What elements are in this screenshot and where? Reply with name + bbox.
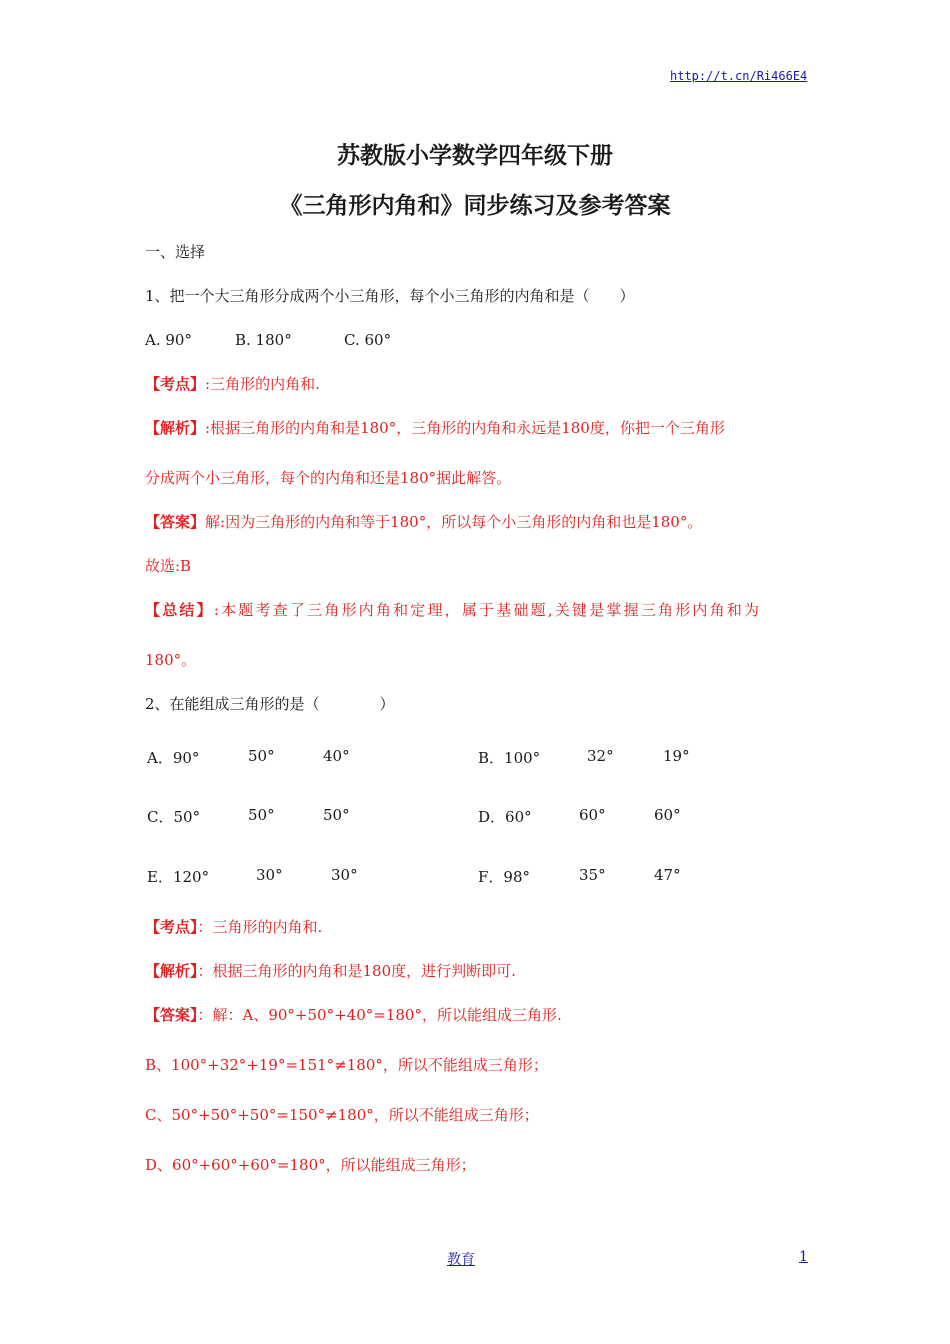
q1-zongjie-line2: 180°。: [145, 651, 197, 669]
q2-answer-c: C、50°+50°+50°=150°≠180°，所以不能组成三角形；: [145, 1106, 539, 1124]
q2-option-f: F．98°: [478, 868, 530, 886]
q2-option-a-v2: 50°: [248, 747, 275, 765]
q1-daan: [145, 512, 702, 532]
q2-option-b: B．100°: [478, 749, 541, 767]
page-title: 苏教版小学数学四年级下册: [337, 143, 613, 169]
zongjie-label: 【总结】: [145, 601, 214, 619]
q1-guxuan: 故选:B: [145, 557, 192, 575]
q2-option-e-v3: 30°: [331, 866, 358, 884]
q1-option-c: C. 60°: [344, 331, 392, 349]
kaodian-label: 【考点】: [145, 918, 198, 936]
jiexi-text: :根据三角形的内角和是180°，三角形的内角和永远是180度，你把一个三角形: [205, 419, 725, 437]
q1-option-a: A. 90°: [145, 331, 192, 349]
q2-answer-b: B、100°+32°+19°=151°≠180°，所以不能组成三角形；: [145, 1056, 548, 1074]
q2-option-f-v2: 35°: [579, 866, 606, 884]
q2-kaodian: [145, 917, 322, 937]
jiexi-label: 【解析】: [145, 962, 198, 980]
kaodian-label: 【考点】: [145, 375, 206, 393]
q2-option-a-v3: 40°: [323, 747, 350, 765]
q1-kaodian: [145, 374, 320, 394]
daan-text: 解:因为三角形的内角和等于180°，所以每个小三角形的内角和也是180°。: [205, 513, 703, 531]
q2-option-e-v2: 30°: [256, 866, 283, 884]
q2-question: 2、在能组成三角形的是（ ）: [145, 695, 395, 713]
q2-jiexi: [145, 961, 516, 981]
section-heading: 一、选择: [145, 243, 206, 261]
q2-option-d-v2: 60°: [579, 806, 606, 824]
daan-text: ：解：A、90°+50°+40°=180°，所以能组成三角形.: [197, 1006, 562, 1024]
kaodian-text: ：三角形的内角和.: [197, 918, 323, 936]
q2-option-c-v3: 50°: [323, 806, 350, 824]
q1-option-b: B. 180°: [235, 331, 292, 349]
q2-option-b-v3: 19°: [663, 747, 690, 765]
page-subtitle: 《三角形内角和》同步练习及参考答案: [279, 193, 671, 219]
q2-option-d: D．60°: [478, 808, 532, 826]
q2-option-c-v2: 50°: [248, 806, 275, 824]
q2-option-a: A．90°: [147, 749, 200, 767]
page-number[interactable]: 1: [799, 1249, 808, 1265]
daan-label: 【答案】: [145, 1006, 198, 1024]
q2-answer-d: D、60°+60°+60°=180°，所以能组成三角形；: [145, 1156, 476, 1174]
jiexi-text: ：根据三角形的内角和是180度，进行判断即可.: [197, 962, 516, 980]
kaodian-text: :三角形的内角和.: [205, 375, 320, 393]
q2-option-c: C．50°: [147, 808, 201, 826]
zongjie-text: :本题考查了三角形内角和定理，属于基础题,关键是掌握三角形内角和为: [213, 601, 762, 619]
q2-option-e: E．120°: [147, 868, 210, 886]
q2-option-d-v3: 60°: [654, 806, 681, 824]
header-link[interactable]: http://t.cn/Ri466E4: [670, 69, 808, 83]
q1-jiexi: [145, 418, 725, 438]
q1-jiexi-line2: 分成两个小三角形，每个的内角和还是180°据此解答。: [145, 469, 512, 487]
q2-option-b-v2: 32°: [587, 747, 614, 765]
q1-zongjie: [145, 600, 761, 620]
q2-daan: [145, 1005, 562, 1025]
q2-option-f-v3: 47°: [654, 866, 681, 884]
jiexi-label: 【解析】: [145, 419, 206, 437]
footer-link[interactable]: 教育: [447, 1252, 475, 1268]
daan-label: 【答案】: [145, 513, 206, 531]
q1-question: 1、把一个大三角形分成两个小三角形，每个小三角形的内角和是（ ）: [145, 287, 635, 305]
